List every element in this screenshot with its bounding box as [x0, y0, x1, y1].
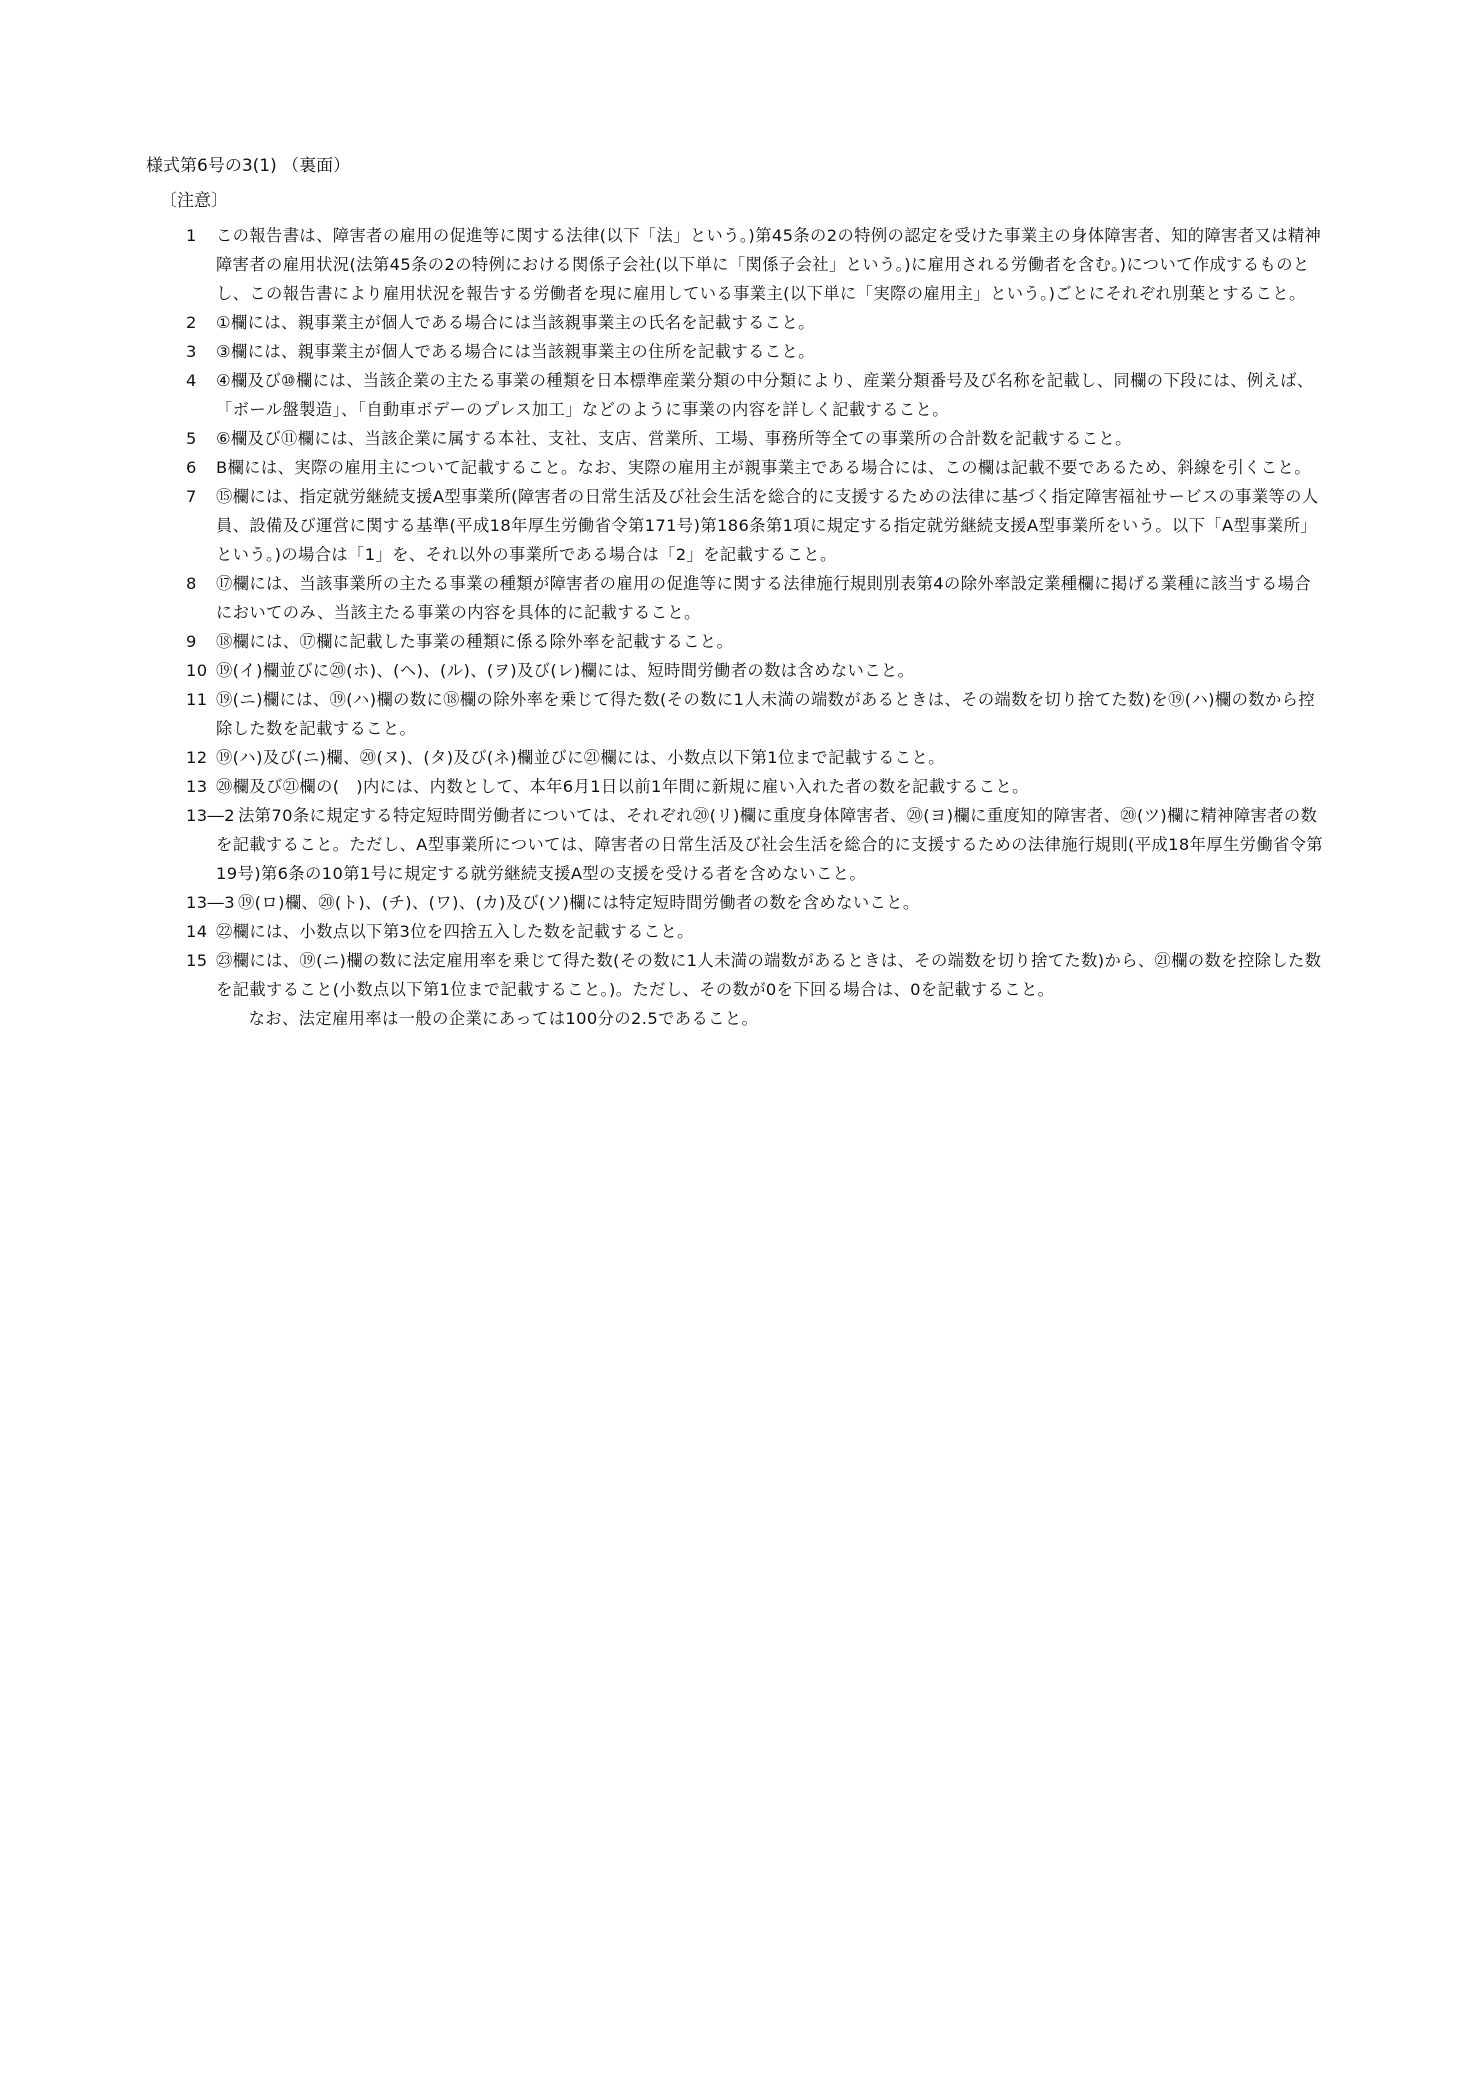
note-number: 15	[186, 951, 208, 970]
note-text: 法第70条に規定する特定短時間労働者については、それぞれ⑳(リ)欄に重度身体障害者、⑳(ヨ)欄に重度知的障害者、⑳(ツ)欄に精神障害者の数を記載すること。ただし、A型事業所については、障害者の日常生活及び社会生活を総合的に支援するための法律施行規則(平成18年厚生労働省令第19号)第6条の10第1号に規定する就労継続支援A型の支援を受ける者を含めないこと。	[216, 806, 1324, 883]
note-item	[186, 656, 1324, 685]
note-item	[186, 308, 1324, 337]
note-item	[186, 801, 1324, 888]
note-text: ⑰欄には、当該事業所の主たる事業の種類が障害者の雇用の促進等に関する法律施行規則別表第4の除外率設定業種欄に掲げる業種に該当する場合においてのみ、当該主たる事業の内容を具体的に記載すること。	[216, 574, 1312, 622]
note-text: ⑲(ハ)及び(ニ)欄、⑳(ヌ)、(タ)及び(ネ)欄並びに㉑欄には、小数点以下第1位まで記載すること。	[216, 748, 945, 767]
note-number: 6	[186, 458, 197, 477]
note-number: 14	[186, 922, 208, 941]
note-text: ⑲(ニ)欄には、⑲(ハ)欄の数に⑱欄の除外率を乗じて得た数(その数に1人未満の端数があるときは、その端数を切り捨てた数)を⑲(ハ)欄の数から控除した数を記載すること。	[216, 690, 1316, 738]
note-number: 9	[186, 632, 197, 651]
note-text: ③欄には、親事業主が個人である場合には当該親事業主の住所を記載すること。	[216, 342, 815, 361]
note-text: B欄には、実際の雇用主について記載すること。なお、実際の雇用主が親事業主である場合には、この欄は記載不要であるため、斜線を引くこと。	[216, 458, 1311, 477]
notes-list	[186, 221, 1324, 1033]
note-text: ⑲(ロ)欄、⑳(ト)、(チ)、(ワ)、(カ)及び(ソ)欄には特定短時間労働者の数を含めないこと。	[238, 893, 920, 912]
note-item	[186, 685, 1324, 743]
note-number: 12	[186, 748, 208, 767]
note-item	[186, 221, 1324, 308]
note-number: 13	[186, 777, 208, 796]
notes-heading: 〔注意〕	[160, 191, 228, 211]
note-number: 13―3	[186, 893, 235, 912]
note-number: 3	[186, 342, 197, 361]
note-number: 7	[186, 487, 197, 506]
note-item	[186, 917, 1324, 946]
note-item	[186, 772, 1324, 801]
note-item	[186, 627, 1324, 656]
note-text: ㉓欄には、⑲(ニ)欄の数に法定雇用率を乗じて得た数(その数に1人未満の端数があるときは、その端数を切り捨てた数)から、㉑欄の数を控除した数を記載すること(小数点以下第1位まで記載すること。)。ただし、その数が0を下回る場合は、0を記載すること。	[216, 951, 1322, 999]
note-item	[186, 366, 1324, 424]
note-item	[186, 424, 1324, 453]
note-number: 13―2	[186, 806, 235, 825]
note-text: ⑳欄及び㉑欄の( )内には、内数として、本年6月1日以前1年間に新規に雇い入れた者の数を記載すること。	[216, 777, 1029, 796]
note-item	[186, 453, 1324, 482]
note-text: ㉒欄には、小数点以下第3位を四捨五入した数を記載すること。	[216, 922, 694, 941]
note-text: ⑲(イ)欄並びに⑳(ホ)、(ヘ)、(ル)、(ヲ)及び(レ)欄には、短時間労働者の数は含めないこと。	[216, 661, 915, 680]
note-number: 11	[186, 690, 208, 709]
note-item	[186, 569, 1324, 627]
note-number: 1	[186, 226, 197, 245]
form-title: 様式第6号の3(1) （裏面）	[146, 156, 351, 176]
note-text: ④欄及び⑩欄には、当該企業の主たる事業の種類を日本標準産業分類の中分類により、産業分類番号及び名称を記載し、同欄の下段には、例えば、「ボール盤製造」、「自動車ボデーのプレス加工」などのように事業の内容を詳しく記載すること。	[216, 371, 1314, 419]
note-text: この報告書は、障害者の雇用の促進等に関する法律(以下「法」という。)第45条の2の特例の認定を受けた事業主の身体障害者、知的障害者又は精神障害者の雇用状況(法第45条の2の特例における関係子会社(以下単に「関係子会社」という。)に雇用される労働者を含む。)について作成するものとし、この報告書により雇用状況を報告する労働者を現に雇用している事業主(以下単に「実際の雇用主」という。)ごとにそれぞれ別葉とすること。	[216, 226, 1322, 303]
note-item	[186, 946, 1324, 1004]
note-item	[186, 888, 1324, 917]
note-text: ⑱欄には、⑰欄に記載した事業の種類に係る除外率を記載すること。	[216, 632, 734, 651]
note-number: 10	[186, 661, 208, 680]
note-item	[186, 482, 1324, 569]
note-number: 4	[186, 371, 197, 390]
note-number: 2	[186, 313, 197, 332]
note-number: 8	[186, 574, 197, 593]
note-item	[186, 743, 1324, 772]
note-number: 5	[186, 429, 197, 448]
note-text: ①欄には、親事業主が個人である場合には当該親事業主の氏名を記載すること。	[216, 313, 815, 332]
note-item	[186, 337, 1324, 366]
note-text: ⑥欄及び⑪欄には、当該企業に属する本社、支社、支店、営業所、工場、事務所等全ての事業所の合計数を記載すること。	[216, 429, 1132, 448]
note-text: ⑮欄には、指定就労継続支援A型事業所(障害者の日常生活及び社会生活を総合的に支援するための法律に基づく指定障害福祉サービスの事業等の人員、設備及び運営に関する基準(平成18年厚生労働省令第171号)第186条第1項に規定する指定就労継続支援A型事業所をいう。以下「A型事業所」という。)の場合は「1」を、それ以外の事業所である場合は「2」を記載すること。	[216, 487, 1319, 564]
note-15-supplement: なお、法定雇用率は一般の企業にあっては100分の2.5であること。	[248, 1009, 759, 1028]
